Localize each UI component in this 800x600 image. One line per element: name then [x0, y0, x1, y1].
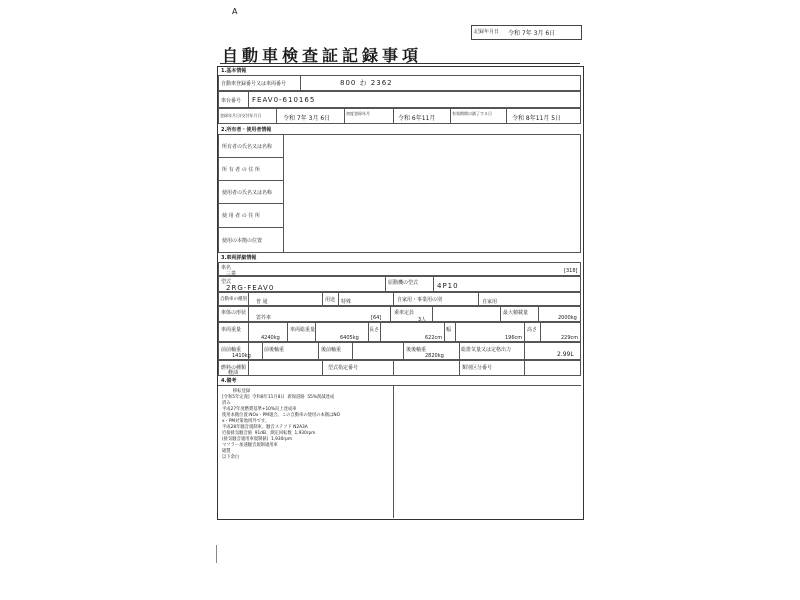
- issue-date-label: 記録年月日: [474, 29, 500, 35]
- issue-date-value: 令和 7年 3月 6日: [508, 30, 556, 37]
- displacement-label: 総排気量又は定格出力: [461, 347, 512, 353]
- divider: [344, 108, 345, 124]
- margin-mark: [216, 545, 217, 563]
- divider: [338, 292, 339, 306]
- divider: [459, 342, 460, 360]
- divider: [432, 306, 433, 322]
- make-code: [318]: [564, 268, 578, 274]
- front-front-axle-label: 前前軸重: [221, 347, 242, 353]
- divider: [403, 342, 404, 360]
- divider: [248, 292, 249, 306]
- engine-value: 4P10: [437, 282, 459, 290]
- length-label: 長さ: [369, 327, 380, 333]
- owner-block: [218, 134, 581, 253]
- divider: [459, 360, 460, 376]
- length-value: 622cm: [425, 335, 443, 341]
- rear-rear-axle-value: 2820kg: [425, 353, 444, 359]
- divider: [393, 108, 394, 124]
- divider: [506, 108, 507, 124]
- section1-heading: 1.基本情報: [221, 68, 247, 74]
- section4-heading: 4.備考: [221, 378, 237, 384]
- divider: [262, 342, 263, 360]
- divider: [318, 342, 319, 360]
- divider: [315, 322, 316, 342]
- divider: [393, 292, 394, 306]
- first-reg-label: 登録年月日/交付年月日: [220, 113, 262, 118]
- type-number-label: 型式指定番号: [328, 365, 359, 371]
- divider: [455, 322, 456, 342]
- section3-heading: 3.車両詳細情報: [221, 255, 257, 261]
- first-year-value: 令和 6年11月: [398, 115, 436, 122]
- divider: [450, 108, 451, 124]
- first-reg-value: 令和 7年 3月 6日: [283, 115, 331, 122]
- divider: [433, 276, 434, 292]
- divider: [283, 134, 284, 253]
- divider: [218, 180, 283, 181]
- divider: [322, 360, 323, 376]
- remarks-column-divider: [393, 385, 394, 518]
- capacity-label: 乗車定員: [394, 310, 415, 316]
- divider: [524, 322, 525, 342]
- divider: [385, 276, 386, 292]
- max-load-label: 最大積載量: [503, 310, 529, 316]
- gross-label: 車両総重量: [290, 327, 316, 333]
- expiry-value: 令和 8年11月 5日: [512, 115, 562, 122]
- user-address-label: 使 用 者 の 住 所: [222, 213, 260, 219]
- make-value: 三菱: [226, 271, 237, 277]
- divider: [380, 322, 381, 342]
- divider: [218, 385, 581, 386]
- front-front-axle-value: 1410kg: [232, 353, 251, 359]
- capacity-value: 3人: [418, 317, 427, 323]
- width-value: 196cm: [505, 335, 523, 341]
- corner-mark: A: [232, 7, 238, 16]
- divider: [248, 322, 249, 342]
- body-value: 霊芥車: [256, 315, 272, 321]
- gross-value: 6405kg: [340, 335, 359, 341]
- divider: [276, 108, 277, 124]
- document-title: 自動車検査証記録事項: [222, 46, 423, 65]
- class-number-label: 類別区分番号: [462, 365, 493, 371]
- owner-name-label: 所有者の氏名又は名称: [222, 144, 273, 150]
- model-label: 型式: [221, 279, 232, 285]
- title-underline: [220, 63, 580, 64]
- use-label: 用途: [325, 297, 336, 303]
- divider: [540, 322, 541, 342]
- fuel-row: [218, 360, 581, 376]
- make-row: [218, 262, 581, 276]
- issue-date-box: [471, 25, 582, 40]
- divider: [248, 306, 249, 322]
- displacement-value: 2.99L: [557, 351, 574, 358]
- front-rear-axle-label: 前後軸重: [264, 347, 285, 353]
- width-label: 幅: [446, 327, 452, 333]
- chassis-label: 車台番号: [221, 98, 242, 104]
- model-value: 2RG-FEAV0: [226, 284, 275, 292]
- fuel-value: 軽油: [228, 370, 239, 376]
- divider: [352, 342, 353, 360]
- height-label: 高さ: [527, 327, 538, 333]
- divider: [444, 322, 445, 342]
- reg-label: 自動車登録番号又は車両番号: [221, 81, 287, 87]
- purpose-label: 自動車の種別: [220, 297, 247, 302]
- weight-value: 4240kg: [261, 335, 280, 341]
- owner-address-label: 所 有 者 の 住 所: [222, 167, 260, 173]
- divider: [393, 360, 394, 376]
- divider: [322, 292, 323, 306]
- divider: [218, 203, 283, 204]
- private-label: 自家用・事業用の別: [397, 297, 443, 303]
- max-load-value: 2000kg: [558, 315, 577, 321]
- divider: [538, 306, 539, 322]
- divider: [390, 306, 391, 322]
- divider: [300, 75, 301, 91]
- weight-label: 車両重量: [221, 327, 242, 333]
- fuel-label: 燃料の種類: [221, 365, 247, 371]
- divider: [478, 292, 479, 306]
- private-value: 自家用: [482, 299, 498, 305]
- expiry-label: 有効期間の満了する日: [452, 111, 492, 116]
- divider: [218, 227, 283, 228]
- divider: [218, 157, 283, 158]
- divider: [287, 322, 288, 342]
- chassis-value: FEAV0-610165: [252, 96, 316, 104]
- divider: [524, 342, 525, 360]
- make-label: 車名: [221, 265, 232, 271]
- base-location-label: 使用の本拠の位置: [222, 238, 263, 244]
- divider: [248, 91, 249, 108]
- rear-front-axle-label: 後前軸重: [321, 347, 342, 353]
- rear-rear-axle-label: 後後軸重: [406, 347, 427, 353]
- purpose-value: 普 通: [256, 299, 268, 305]
- body-code: [64]: [371, 315, 382, 321]
- body-label: 車体の形状: [221, 310, 247, 316]
- reg-value: 800 わ 2362: [340, 79, 393, 87]
- user-name-label: 使用者の氏名又は名称: [222, 190, 273, 196]
- divider: [248, 360, 249, 376]
- use-value: 特殊: [341, 299, 352, 305]
- first-year-label: 初度登録年月: [346, 111, 370, 116]
- section2-heading: 2.所有者・使用者情報: [221, 127, 272, 133]
- height-value: 229cm: [561, 335, 579, 341]
- engine-label: 原動機の型式: [388, 280, 419, 286]
- divider: [524, 360, 525, 376]
- remarks-text: 移転登録 [令和5年定義] 令和8年11月8日 新保道路 55%削減達成 済み 平成27年度燃費基準+10%向上達成車 使用本拠位置:NOx・PM適合。この自動車の使用の本拠はNO x・PM対策地域外です。 平成28年騒音規制車。騒音ステソド N2A3A 近接排気騒音値 91dB、測定回転数 1,930rpm (排気騒音適用車規制値) 1,930rpm マフラー加速騒音規制適用車 破製 以下余白: [222, 389, 341, 460]
- divider: [500, 306, 501, 322]
